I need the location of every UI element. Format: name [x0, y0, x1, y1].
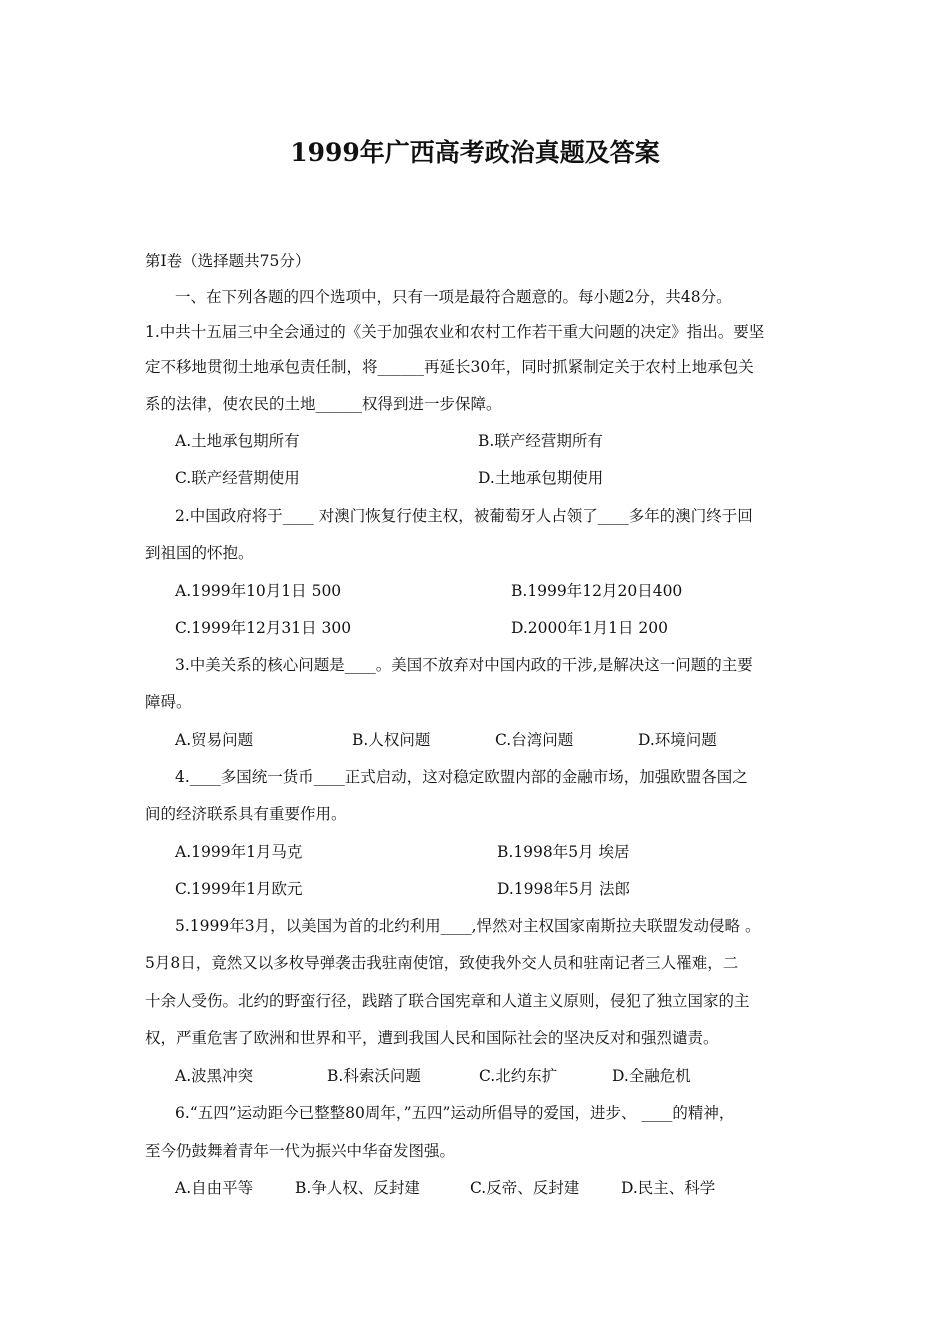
- question-5-line: 5.1999年3月，以美国为首的北约利用____,悍然对主权国家南斯拉夫联盟发动侵略 。: [175, 917, 761, 935]
- question-5-option-c: C.北约东扩: [479, 1067, 558, 1085]
- question-6-option-c: C.反帝、反封建: [470, 1179, 580, 1197]
- question-6-option-b: B.争人权、反封建: [295, 1179, 420, 1197]
- question-4-option-c: C.1999年1月欧元: [175, 880, 303, 898]
- section-heading: 第Ⅰ卷（选择题共75分）: [145, 252, 311, 270]
- question-4-option-b: B.1998年5月 埃居: [497, 843, 630, 861]
- question-1-option-a: A.土地承包期所有: [175, 432, 300, 450]
- page-title: 1999年广西高考政治真题及答案: [290, 138, 660, 167]
- question-2-option-c: C.1999年12月31日 300: [175, 619, 352, 637]
- question-3-line: 3.中美关系的核心问题是____。美国不放弃对中国内政的干涉,是解决这一问题的主要: [175, 656, 753, 674]
- question-5-option-d: D.全融危机: [612, 1067, 691, 1085]
- question-1-option-b: B.联产经营期所有: [478, 432, 603, 450]
- question-4-line: 间的经济联系具有重要作用。: [145, 805, 347, 823]
- question-4-line: 4.____多国统一货币____正式启动，这对稳定欧盟内部的金融市场，加强欧盟各国之: [175, 768, 748, 786]
- question-5-line: 十余人受伤。北约的野蛮行径，践踏了联合国宪章和人道主义原则，侵犯了独立国家的主: [145, 992, 750, 1010]
- question-4-option-d: D.1998年5月 法郎: [497, 880, 631, 898]
- question-3-option-b: B.人权问题: [352, 731, 431, 749]
- question-1-line: 系的法律，使农民的土地______权得到进一步保障。: [145, 395, 502, 413]
- question-1-option-c: C.联产经营期使用: [175, 469, 300, 487]
- question-3-option-a: A.贸易问题: [175, 731, 254, 749]
- question-2-option-a: A.1999年10月1日 500: [175, 582, 342, 600]
- question-3-line: 障碍。: [145, 693, 192, 711]
- question-6-line: 至今仍鼓舞着青年一代为振兴中华奋发图强。: [145, 1142, 456, 1160]
- question-5-option-a: A.波黑冲突: [175, 1067, 254, 1085]
- question-2-line: 到祖国的怀抱。: [145, 544, 254, 562]
- question-2-line: 2.中国政府将于____ 对澳门恢复行使主权，被葡萄牙人占领了____多年的澳门终于回: [175, 507, 753, 525]
- question-2-option-b: B.1999年12月20日400: [511, 582, 683, 600]
- question-6-option-a: A.自由平等: [175, 1179, 254, 1197]
- question-3-option-d: D.环境问题: [638, 731, 717, 749]
- question-3-option-c: C.台湾问题: [495, 731, 574, 749]
- question-5-line: 5月8日，竟然又以多枚导弹袭击我驻南使馆，致使我外交人员和驻南记者三人罹难，二: [145, 954, 739, 972]
- question-5-option-b: B.科索沃问题: [327, 1067, 421, 1085]
- instruction-text: 一、在下列各题的四个选项中，只有一项是最符合题意的。每小题2分，共48分。: [175, 288, 732, 306]
- question-6-line: 6.“五四”运动距今已整整80周年，”五四”运动所倡导的爱国，进步、 ____的精神，: [175, 1104, 735, 1122]
- question-1-line: 1.中共十五届三中全会通过的《关于加强农业和农村工作若干重大问题的决定》指出。要坚: [145, 323, 765, 341]
- question-5-line: 权，严重危害了欧洲和世界和平，遭到我国人民和国际社会的坚决反对和强烈谴责。: [145, 1029, 719, 1047]
- question-2-option-d: D.2000年1月1日 200: [511, 619, 668, 637]
- question-4-option-a: A.1999年1月马克: [175, 843, 303, 861]
- question-6-option-d: D.民主、科学: [621, 1179, 716, 1197]
- question-1-option-d: D.土地承包期使用: [478, 469, 604, 487]
- question-1-line: 定不移地贯彻土地承包责任制，将______再延长30年，同时抓紧制定关于农村上地承包关: [145, 358, 754, 376]
